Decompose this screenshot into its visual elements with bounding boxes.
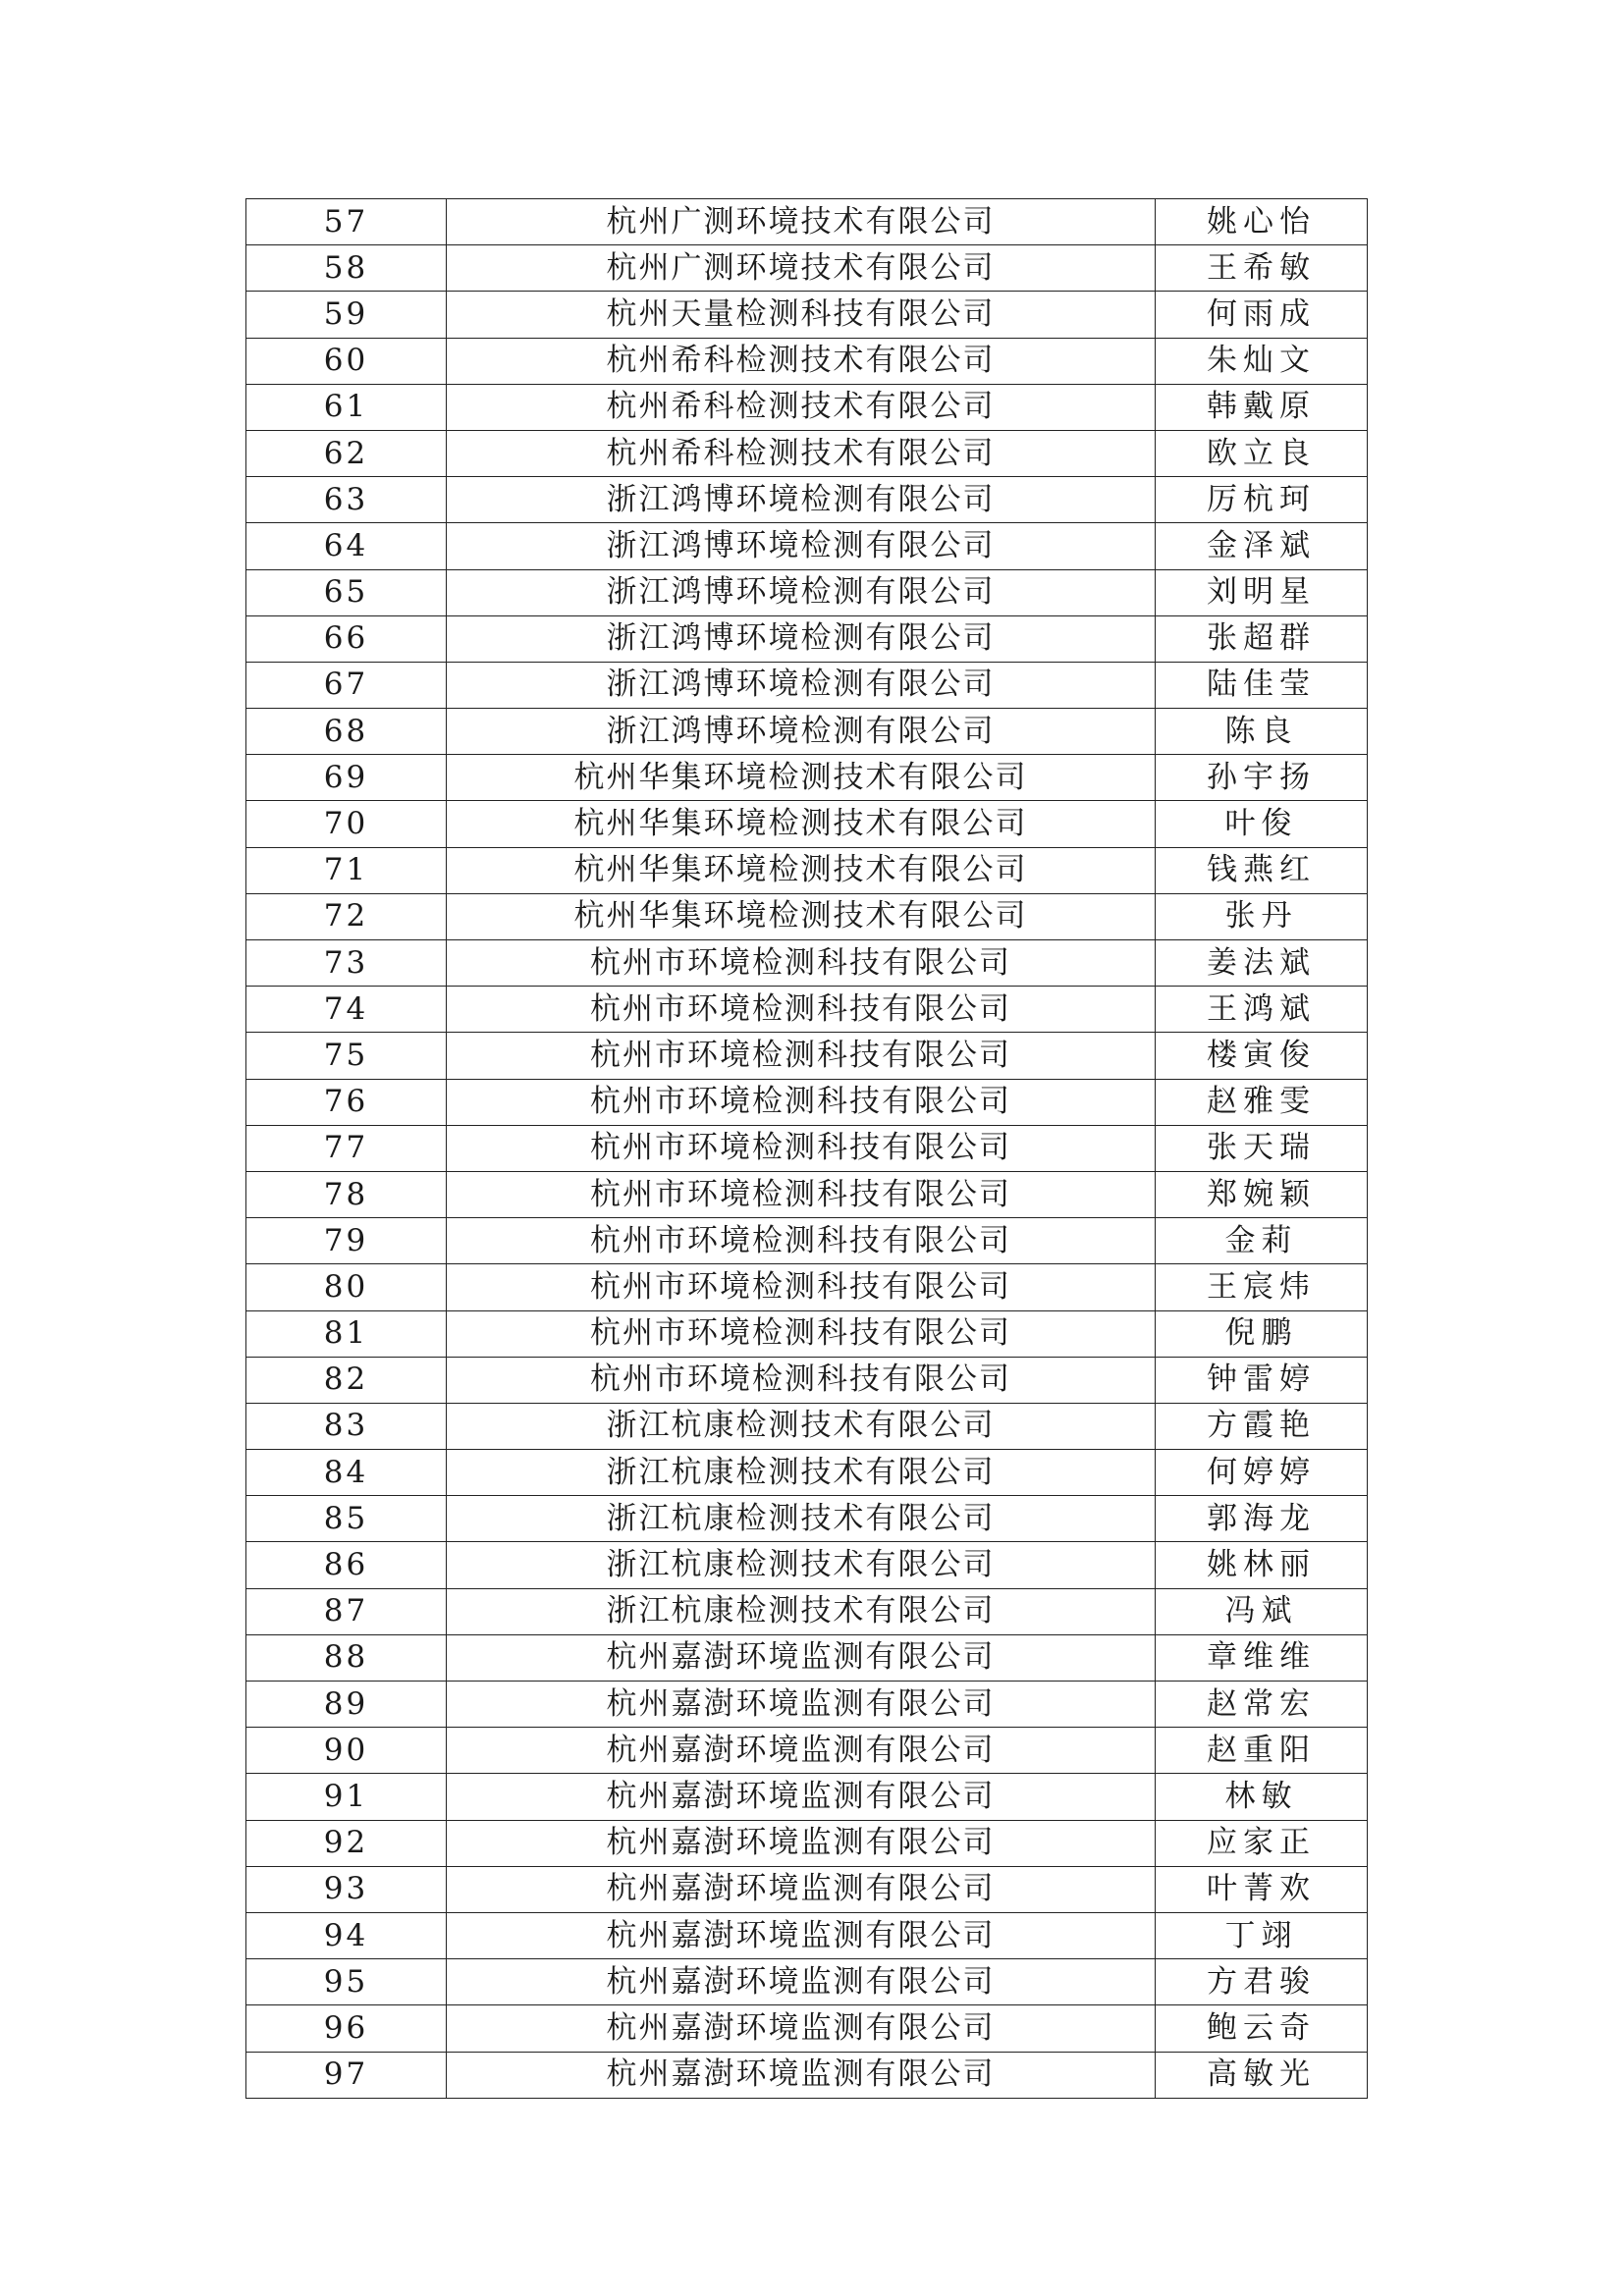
table-row	[246, 987, 1368, 1033]
person-name-cell: 欧立良	[1156, 430, 1368, 476]
table-row	[246, 1588, 1368, 1634]
row-number-cell: 77	[246, 1125, 447, 1171]
row-number-cell: 89	[246, 1682, 447, 1728]
table-row	[246, 847, 1368, 893]
person-name-cell: 丁翊	[1156, 1912, 1368, 1958]
row-number-cell: 70	[246, 801, 447, 847]
table-row	[246, 1125, 1368, 1171]
company-name-cell: 浙江鸿博环境检测有限公司	[447, 523, 1156, 569]
company-name-cell: 杭州嘉澍环境监测有限公司	[447, 1866, 1156, 1912]
table-row	[246, 709, 1368, 755]
row-number-cell: 88	[246, 1634, 447, 1681]
person-name-cell: 叶菁欢	[1156, 1866, 1368, 1912]
company-name-cell: 杭州市环境检测科技有限公司	[447, 1310, 1156, 1357]
person-name-cell: 应家正	[1156, 1820, 1368, 1866]
person-name-cell: 姚林丽	[1156, 1542, 1368, 1588]
person-name-cell: 高敏光	[1156, 2052, 1368, 2098]
row-number-cell: 84	[246, 1450, 447, 1496]
person-name-cell: 朱灿文	[1156, 338, 1368, 384]
company-name-cell: 浙江杭康检测技术有限公司	[447, 1450, 1156, 1496]
row-number-cell: 93	[246, 1866, 447, 1912]
company-name-cell: 杭州广测环境技术有限公司	[447, 245, 1156, 292]
person-name-cell: 刘明星	[1156, 569, 1368, 615]
table-row	[246, 1820, 1368, 1866]
table-row	[246, 1496, 1368, 1542]
person-name-cell: 金泽斌	[1156, 523, 1368, 569]
company-name-cell: 浙江鸿博环境检测有限公司	[447, 477, 1156, 523]
row-number-cell: 74	[246, 987, 447, 1033]
company-name-cell: 杭州天量检测科技有限公司	[447, 292, 1156, 338]
row-number-cell: 95	[246, 1959, 447, 2005]
company-name-cell: 杭州市环境检测科技有限公司	[447, 987, 1156, 1033]
person-name-cell: 王鸿斌	[1156, 987, 1368, 1033]
roster-table	[245, 198, 1368, 2099]
person-name-cell: 陆佳莹	[1156, 662, 1368, 708]
table-row	[246, 2005, 1368, 2052]
row-number-cell: 58	[246, 245, 447, 292]
roster-table-body	[246, 199, 1368, 2099]
row-number-cell: 60	[246, 338, 447, 384]
table-row	[246, 940, 1368, 987]
table-row	[246, 1912, 1368, 1958]
company-name-cell: 杭州嘉澍环境监测有限公司	[447, 2005, 1156, 2052]
company-name-cell: 浙江鸿博环境检测有限公司	[447, 569, 1156, 615]
person-name-cell: 王宸炜	[1156, 1264, 1368, 1310]
company-name-cell: 杭州市环境检测科技有限公司	[447, 1218, 1156, 1264]
row-number-cell: 62	[246, 430, 447, 476]
table-row	[246, 199, 1368, 245]
row-number-cell: 75	[246, 1033, 447, 1079]
row-number-cell: 65	[246, 569, 447, 615]
person-name-cell: 鲍云奇	[1156, 2005, 1368, 2052]
company-name-cell: 杭州华集环境检测技术有限公司	[447, 755, 1156, 801]
row-number-cell: 71	[246, 847, 447, 893]
table-row	[246, 615, 1368, 662]
person-name-cell: 方霞艳	[1156, 1403, 1368, 1449]
row-number-cell: 79	[246, 1218, 447, 1264]
company-name-cell: 杭州市环境检测科技有限公司	[447, 940, 1156, 987]
company-name-cell: 浙江杭康检测技术有限公司	[447, 1542, 1156, 1588]
person-name-cell: 钟雷婷	[1156, 1357, 1368, 1403]
person-name-cell: 金莉	[1156, 1218, 1368, 1264]
table-row	[246, 1033, 1368, 1079]
company-name-cell: 浙江鸿博环境检测有限公司	[447, 662, 1156, 708]
company-name-cell: 杭州华集环境检测技术有限公司	[447, 893, 1156, 939]
company-name-cell: 杭州嘉澍环境监测有限公司	[447, 1634, 1156, 1681]
person-name-cell: 倪鹏	[1156, 1310, 1368, 1357]
company-name-cell: 杭州市环境检测科技有限公司	[447, 1033, 1156, 1079]
row-number-cell: 97	[246, 2052, 447, 2098]
person-name-cell: 郭海龙	[1156, 1496, 1368, 1542]
company-name-cell: 杭州市环境检测科技有限公司	[447, 1125, 1156, 1171]
company-name-cell: 杭州嘉澍环境监测有限公司	[447, 1728, 1156, 1774]
table-row	[246, 245, 1368, 292]
company-name-cell: 杭州市环境检测科技有限公司	[447, 1171, 1156, 1217]
row-number-cell: 86	[246, 1542, 447, 1588]
company-name-cell: 浙江杭康检测技术有限公司	[447, 1403, 1156, 1449]
row-number-cell: 72	[246, 893, 447, 939]
row-number-cell: 68	[246, 709, 447, 755]
person-name-cell: 叶俊	[1156, 801, 1368, 847]
row-number-cell: 67	[246, 662, 447, 708]
row-number-cell: 80	[246, 1264, 447, 1310]
table-row	[246, 893, 1368, 939]
table-row	[246, 523, 1368, 569]
company-name-cell: 杭州广测环境技术有限公司	[447, 199, 1156, 245]
row-number-cell: 87	[246, 1588, 447, 1634]
person-name-cell: 林敏	[1156, 1774, 1368, 1820]
person-name-cell: 赵重阳	[1156, 1728, 1368, 1774]
table-row	[246, 755, 1368, 801]
row-number-cell: 92	[246, 1820, 447, 1866]
person-name-cell: 张超群	[1156, 615, 1368, 662]
company-name-cell: 杭州市环境检测科技有限公司	[447, 1079, 1156, 1125]
table-row	[246, 1357, 1368, 1403]
person-name-cell: 楼寅俊	[1156, 1033, 1368, 1079]
person-name-cell: 姜法斌	[1156, 940, 1368, 987]
company-name-cell: 杭州嘉澍环境监测有限公司	[447, 1820, 1156, 1866]
person-name-cell: 冯斌	[1156, 1588, 1368, 1634]
company-name-cell: 浙江杭康检测技术有限公司	[447, 1496, 1156, 1542]
person-name-cell: 张天瑞	[1156, 1125, 1368, 1171]
row-number-cell: 61	[246, 384, 447, 430]
table-row	[246, 1310, 1368, 1357]
company-name-cell: 浙江鸿博环境检测有限公司	[447, 709, 1156, 755]
table-row	[246, 1403, 1368, 1449]
company-name-cell: 杭州华集环境检测技术有限公司	[447, 847, 1156, 893]
row-number-cell: 64	[246, 523, 447, 569]
table-row	[246, 662, 1368, 708]
row-number-cell: 76	[246, 1079, 447, 1125]
person-name-cell: 姚心怡	[1156, 199, 1368, 245]
table-row	[246, 1264, 1368, 1310]
person-name-cell: 方君骏	[1156, 1959, 1368, 2005]
company-name-cell: 杭州嘉澍环境监测有限公司	[447, 1959, 1156, 2005]
table-row	[246, 477, 1368, 523]
person-name-cell: 厉杭珂	[1156, 477, 1368, 523]
person-name-cell: 赵雅雯	[1156, 1079, 1368, 1125]
row-number-cell: 59	[246, 292, 447, 338]
company-name-cell: 杭州市环境检测科技有限公司	[447, 1264, 1156, 1310]
table-row	[246, 1079, 1368, 1125]
table-row	[246, 1171, 1368, 1217]
table-row	[246, 801, 1368, 847]
company-name-cell: 杭州华集环境检测技术有限公司	[447, 801, 1156, 847]
person-name-cell: 王希敏	[1156, 245, 1368, 292]
row-number-cell: 82	[246, 1357, 447, 1403]
table-row	[246, 1959, 1368, 2005]
company-name-cell: 杭州嘉澍环境监测有限公司	[447, 1912, 1156, 1958]
person-name-cell: 章维维	[1156, 1634, 1368, 1681]
person-name-cell: 孙宇扬	[1156, 755, 1368, 801]
table-row	[246, 1728, 1368, 1774]
row-number-cell: 90	[246, 1728, 447, 1774]
company-name-cell: 浙江鸿博环境检测有限公司	[447, 615, 1156, 662]
person-name-cell: 张丹	[1156, 893, 1368, 939]
table-row	[246, 569, 1368, 615]
company-name-cell: 浙江杭康检测技术有限公司	[447, 1588, 1156, 1634]
person-name-cell: 韩戴原	[1156, 384, 1368, 430]
person-name-cell: 何婷婷	[1156, 1450, 1368, 1496]
row-number-cell: 91	[246, 1774, 447, 1820]
company-name-cell: 杭州嘉澍环境监测有限公司	[447, 1682, 1156, 1728]
row-number-cell: 63	[246, 477, 447, 523]
row-number-cell: 83	[246, 1403, 447, 1449]
company-name-cell: 杭州嘉澍环境监测有限公司	[447, 1774, 1156, 1820]
table-row	[246, 1634, 1368, 1681]
company-name-cell: 杭州市环境检测科技有限公司	[447, 1357, 1156, 1403]
row-number-cell: 73	[246, 940, 447, 987]
row-number-cell: 85	[246, 1496, 447, 1542]
row-number-cell: 81	[246, 1310, 447, 1357]
row-number-cell: 96	[246, 2005, 447, 2052]
table-row	[246, 292, 1368, 338]
company-name-cell: 杭州希科检测技术有限公司	[447, 384, 1156, 430]
table-row	[246, 430, 1368, 476]
row-number-cell: 94	[246, 1912, 447, 1958]
table-row	[246, 2052, 1368, 2098]
person-name-cell: 陈良	[1156, 709, 1368, 755]
person-name-cell: 何雨成	[1156, 292, 1368, 338]
person-name-cell: 郑婉颖	[1156, 1171, 1368, 1217]
table-row	[246, 1774, 1368, 1820]
table-row	[246, 1866, 1368, 1912]
row-number-cell: 57	[246, 199, 447, 245]
company-name-cell: 杭州嘉澍环境监测有限公司	[447, 2052, 1156, 2098]
company-name-cell: 杭州希科检测技术有限公司	[447, 338, 1156, 384]
table-row	[246, 1218, 1368, 1264]
table-row	[246, 1542, 1368, 1588]
table-row	[246, 338, 1368, 384]
table-row	[246, 384, 1368, 430]
person-name-cell: 钱燕红	[1156, 847, 1368, 893]
person-name-cell: 赵常宏	[1156, 1682, 1368, 1728]
table-row	[246, 1682, 1368, 1728]
company-name-cell: 杭州希科检测技术有限公司	[447, 430, 1156, 476]
row-number-cell: 69	[246, 755, 447, 801]
row-number-cell: 66	[246, 615, 447, 662]
table-row	[246, 1450, 1368, 1496]
row-number-cell: 78	[246, 1171, 447, 1217]
